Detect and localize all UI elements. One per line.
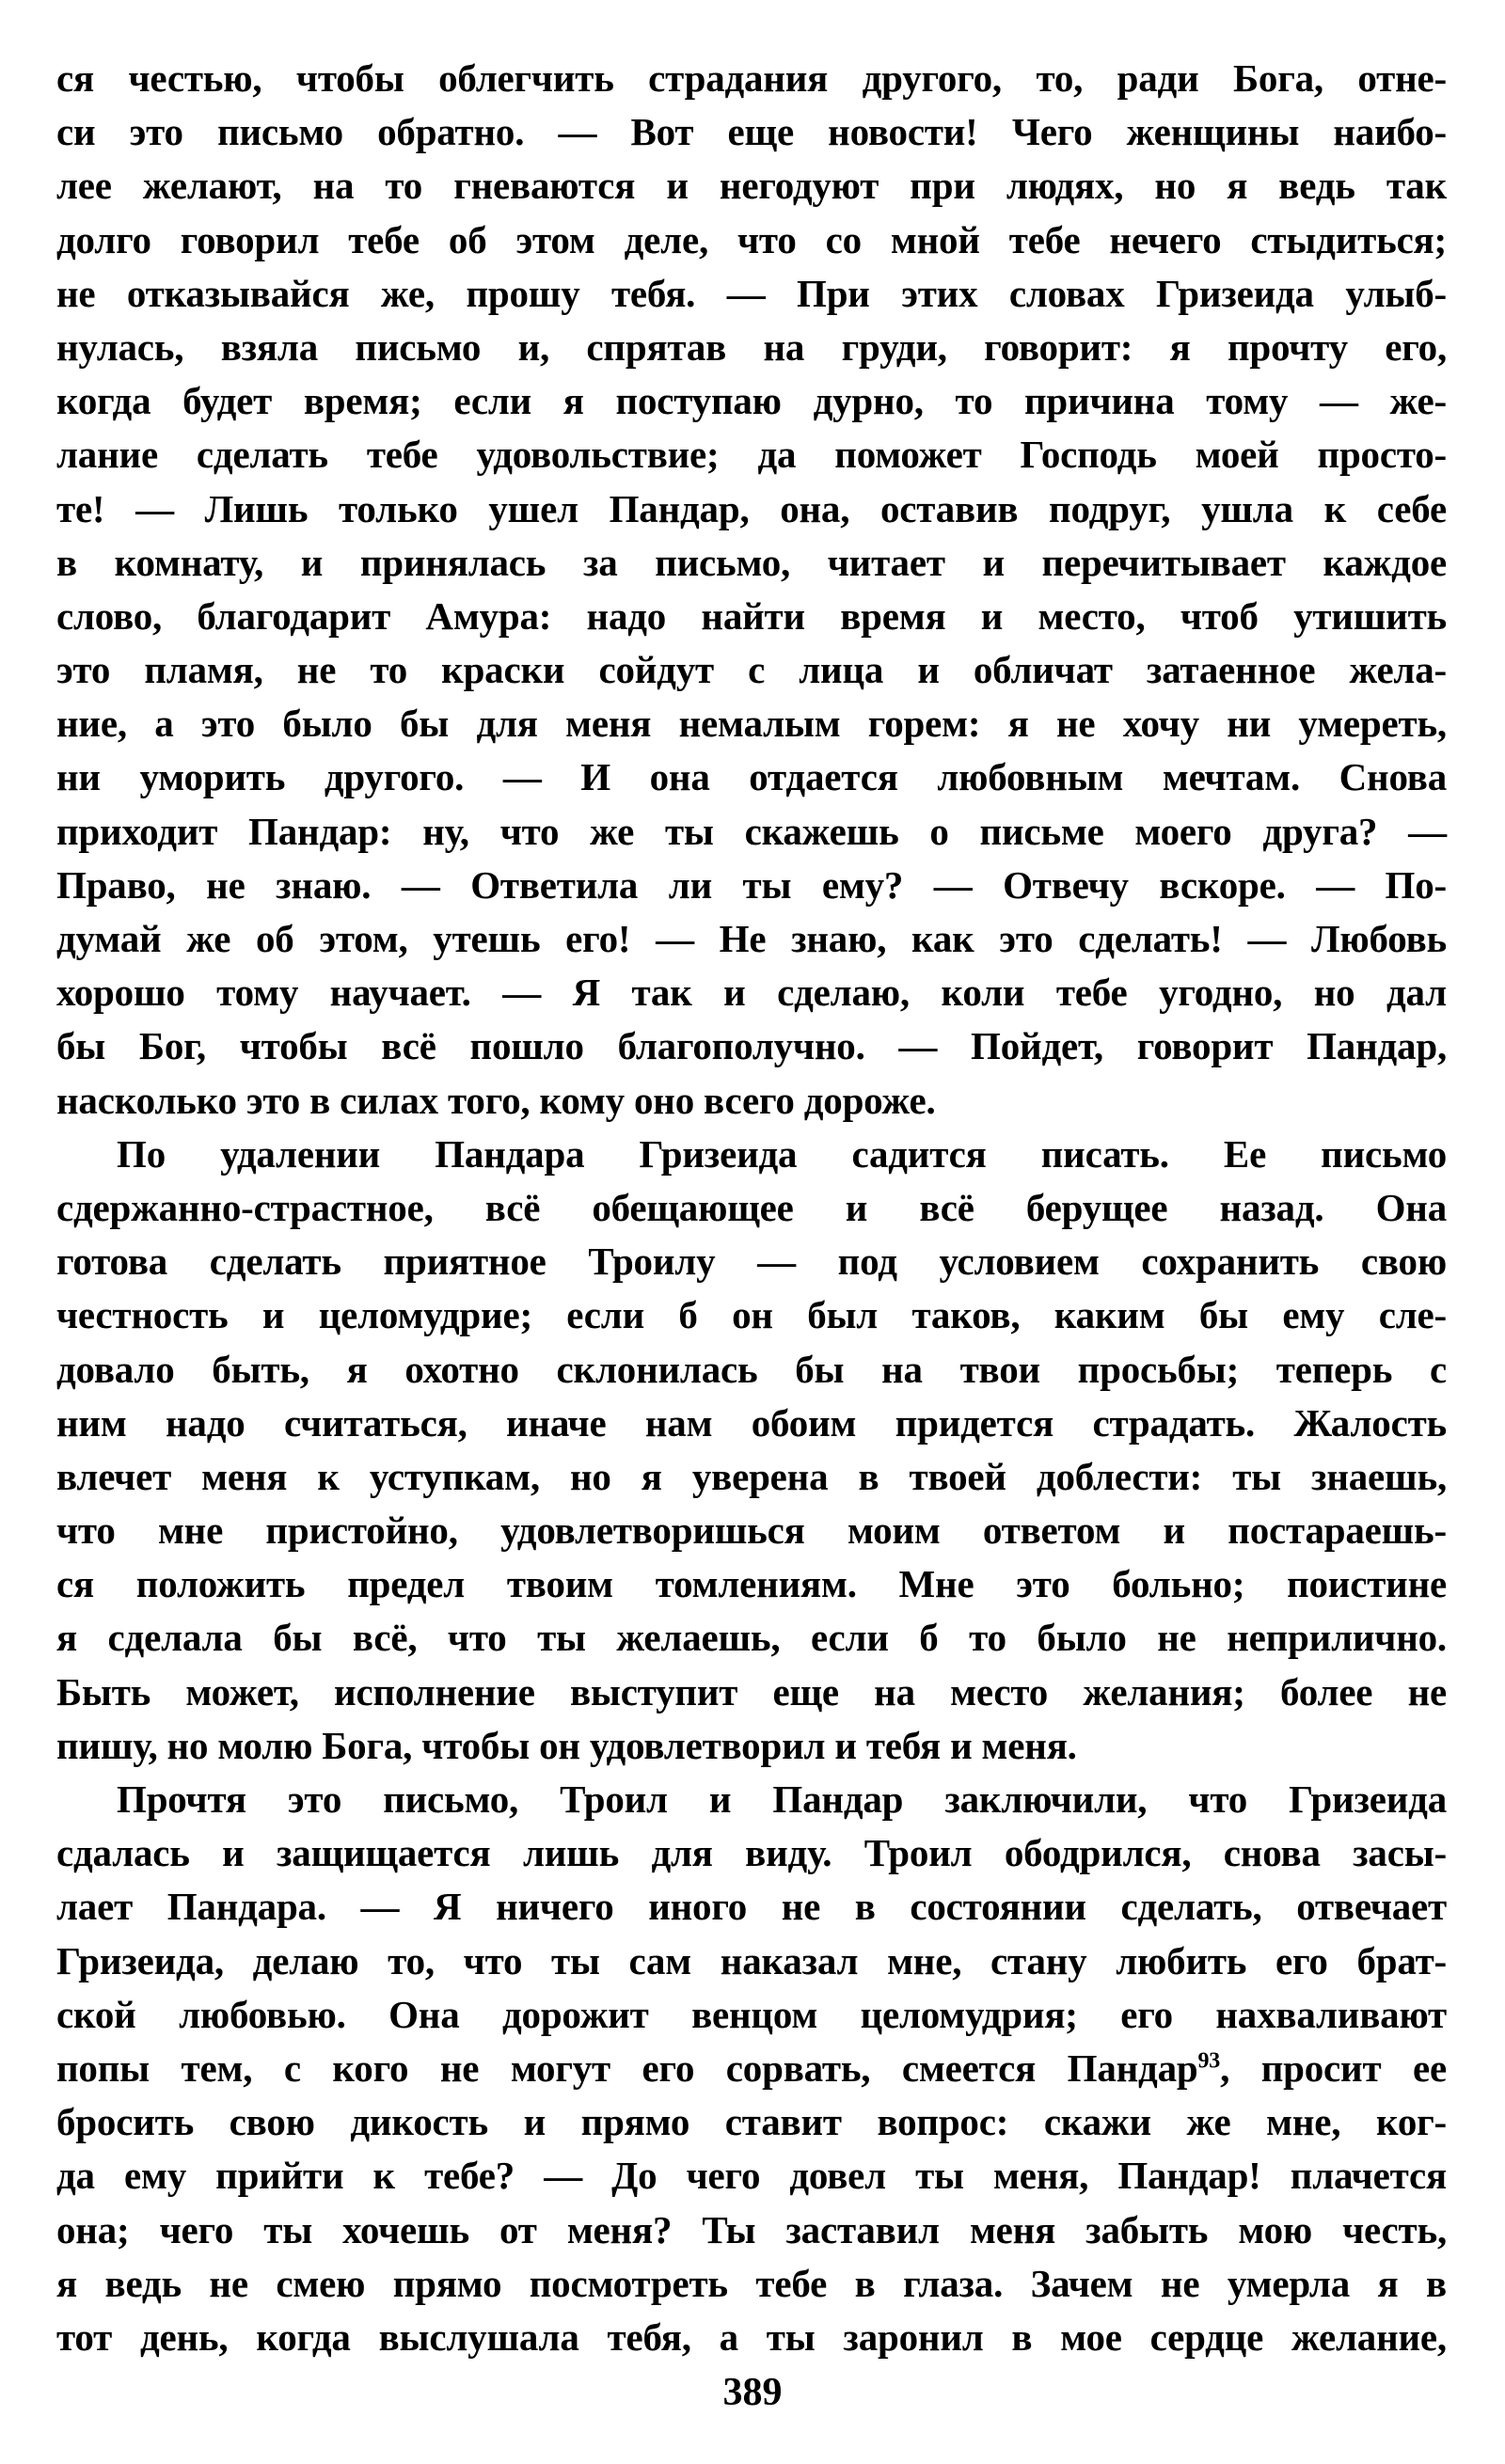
text-line: сдалась и защищается лишь для виду. Троил ободрился, снова засы- (56, 1831, 1447, 1875)
text-line: думай же об этом, утешь его! — Не знаю, как это сделать! — Любовь (56, 917, 1447, 960)
text-line: ской любовью. Она дорожит венцом целомудрия; его нахваливают (56, 1992, 1447, 2036)
text-line: си это письмо обратно. — Вот еще новости! Чего женщины наибо- (56, 110, 1447, 154)
text-line: ни уморить другого. — И она отдается любовным мечтам. Снова (56, 755, 1447, 799)
text-line: ним надо считаться, иначе нам обоим придется страдать. Жалость (56, 1400, 1447, 1445)
text-line: Право, не знаю. — Ответила ли ты ему? — Отвечу вскоре. — По- (56, 862, 1447, 907)
text-line: что мне пристойно, удовлетворишься моим ответом и постараешь- (56, 1508, 1447, 1553)
text-line: Прочтя это письмо, Троил и Пандар заключили, что Гризеида (117, 1777, 1447, 1821)
paragraph-3 (56, 1773, 1447, 2364)
text-line: ся честью, чтобы облегчить страдания другого, то, ради Бога, отне- (56, 56, 1447, 100)
text-line: Быть может, исполнение выступит еще на место желания; более не (56, 1669, 1447, 1714)
text-line: приходит Пандар: ну, что же ты скажешь о письме моего друга? — (56, 809, 1447, 853)
page-body (56, 52, 1447, 2364)
text-line: пишу, но молю Бога, чтобы он удовлетворил и тебя и меня. (56, 1723, 1077, 1767)
text-line: я сделала бы всё, что ты желаешь, если б то было не неприлично. (56, 1616, 1447, 1660)
text-line: когда будет время; если я поступаю дурно, то причина тому — же- (56, 379, 1447, 423)
text-line: бросить свою дикость и прямо ставит вопрос: скажи же мне, ког- (56, 2100, 1447, 2144)
footnote-reference[interactable]: 93 (1197, 2048, 1221, 2074)
text-line: не отказывайся же, прошу тебя. — При этих словах Гризеида улыб- (56, 271, 1447, 315)
text-line: хорошо тому научает. — Я так и сделаю, коли тебе угодно, но дал (56, 971, 1447, 1015)
text-line: лее желают, на то гневаются и негодуют при людях, но я ведь так (56, 164, 1447, 208)
text-line: влечет меня к уступкам, но я уверена в твоей доблести: ты знаешь, (56, 1454, 1447, 1498)
text-line: она; чего ты хочешь от меня? Ты заставил меня забыть мою честь, (56, 2207, 1447, 2251)
text-line: Гризеида, делаю то, что ты сам наказал мне, стану любить его брат- (56, 1938, 1447, 1982)
paragraph-2 (56, 1128, 1447, 1773)
text-line: ние, а это было бы для меня немалым горем: я не хочу ни умереть, (56, 702, 1447, 746)
page-number: 389 (722, 2371, 783, 2414)
text-line: лание сделать тебе удовольствие; да поможет Господь моей просто- (56, 433, 1447, 477)
text-line: ся положить предел твоим томлениям. Мне это больно; поистине (56, 1562, 1447, 1606)
text-line: долго говорил тебе об этом деле, что со мной тебе нечего стыдиться; (56, 217, 1447, 261)
text-line: те! — Лишь только ушел Пандар, она, оставив подруг, ушла к себе (56, 486, 1447, 530)
text-line: тот день, когда выслушала тебя, а ты заронил в мое сердце желание, (56, 2314, 1447, 2359)
text-line: нулась, взяла письмо и, спрятав на груди, говорит: я прочту его, (56, 324, 1447, 369)
text-line: По удалении Пандара Гризеида садится писать. Ее письмо (117, 1131, 1447, 1176)
text-line: лает Пандара. — Я ничего иного не в состоянии сделать, отвечает (56, 1885, 1447, 1929)
text-line: в комнату, и принялась за письмо, читает и перечитывает каждое (56, 540, 1447, 584)
text-line: готова сделать приятное Троилу — под условием сохранить свою (56, 1240, 1447, 1284)
text-line: бы Бог, чтобы всё пошло благополучно. — Пойдет, говорит Пандар, (56, 1024, 1447, 1068)
text-line: честность и целомудрие; если б он был таков, каким бы ему сле- (56, 1293, 1447, 1337)
text-line-part: попы тем, с кого не могут его сорвать, смеется Пандар (56, 2045, 1198, 2090)
text-line: довало быть, я охотно склонилась бы на твои просьбы; теперь с (56, 1347, 1447, 1391)
text-line: слово, благодарит Амура: надо найти время и место, чтоб утишить (56, 593, 1447, 638)
text-line: насколько это в силах того, кому оно всего дороже. (56, 1078, 936, 1122)
text-line-with-footnote (56, 2042, 1447, 2095)
text-line: да ему прийти к тебе? — До чего довел ты меня, Пандар! плачется (56, 2154, 1447, 2198)
text-line: сдержанно-страстное, всё обещающее и всё берущее назад. Она (56, 1185, 1447, 1229)
text-line: я ведь не смею прямо посмотреть тебе в глаза. Зачем не умерла я в (56, 2261, 1447, 2305)
paragraph-1 (56, 52, 1447, 1128)
text-line-part: , просит ее (1220, 2045, 1447, 2090)
text-line: это пламя, не то краски сойдут с лица и обличат затаенное жела- (56, 648, 1447, 692)
